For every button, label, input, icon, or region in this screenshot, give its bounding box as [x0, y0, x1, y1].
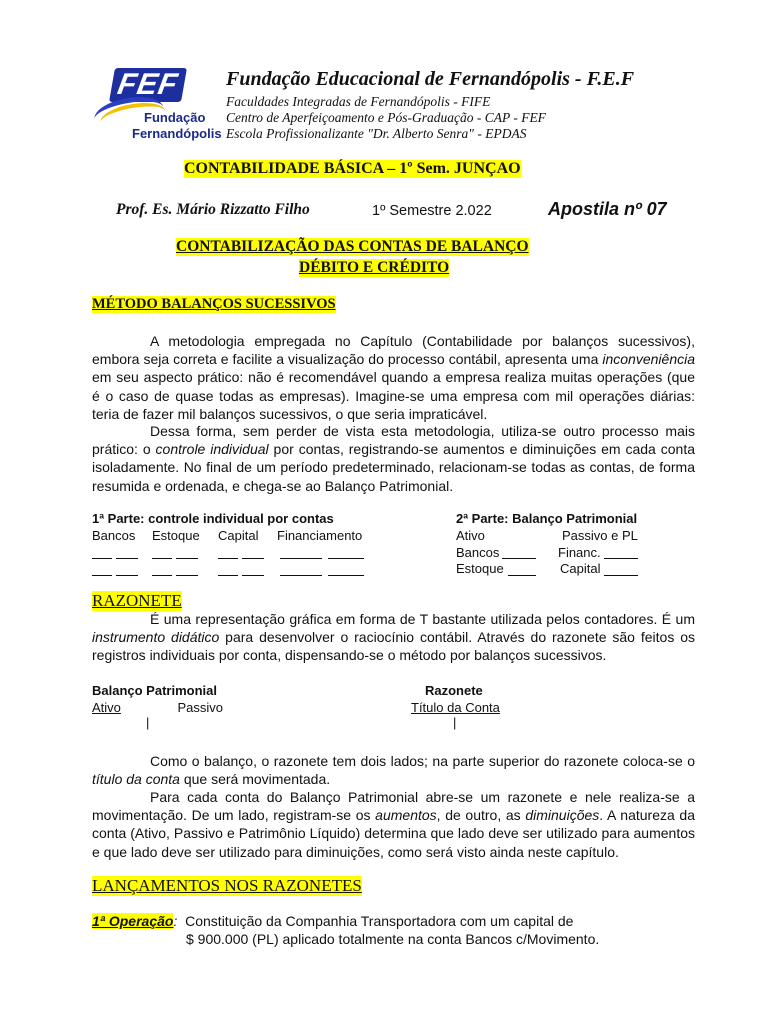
part1-col-financiamento: Financiamento	[277, 528, 363, 543]
text-run-italic: aumentos	[375, 807, 437, 824]
operation-line-2: $ 900.000 (PL) aplicado totalmente na conta Bancos c/Movimento.	[186, 931, 600, 947]
text-run: Dessa forma, sem perder de vista esta metodologia, utiliza-se outro processo mais prático: o	[92, 423, 695, 458]
logo-text-fundacao: Fundação	[144, 110, 206, 125]
section-title-balancos: MÉTODO BALANÇOS SUCESSIVOS	[92, 296, 336, 312]
text-run: . A natureza da conta (Ativo, Passivo e Patrimônio Líquido) determina que lado deve ser utilizado para aumentos e que lado deve ser utilizado para diminuições, como será visto ainda neste capítulo.	[92, 807, 695, 860]
semester-label: 1º Semestre 2.022	[372, 203, 492, 219]
operation-colon: :	[173, 913, 178, 929]
text-run: para desenvolver o raciocínio contábil. Através do razonete são feitos os registros individuais por conta, dispensando-se o método por balanços sucessivos.	[92, 629, 695, 664]
tdiagram-balanco-header	[92, 700, 223, 715]
professor-name: Prof. Es. Mário Rizzatto Filho	[116, 201, 310, 218]
part1-col-bancos: Bancos	[92, 528, 136, 543]
text-run: Como o balanço, o razonete tem dois lados; na parte superior do razonete coloca-se o	[150, 753, 695, 769]
part1-col-estoque: Estoque	[152, 528, 200, 543]
text-run-italic: título da conta	[92, 771, 180, 788]
part2-row-capital: Capital	[560, 561, 601, 576]
main-title-line-2: DÉBITO E CRÉDITO	[299, 259, 450, 276]
part2-blank-financ	[604, 558, 638, 559]
part2-row-estoque: Estoque	[456, 561, 504, 576]
part2-row-bancos: Bancos	[456, 545, 500, 560]
text-run-italic: controle individual	[155, 441, 269, 458]
text-run: por contas, registrando-se aumentos e diminuições em cada conta isoladamente. No final de um período predeterminado, relacionam-se todas as contas, de forma resumida e ordenada, e chega-se ao Balanço Patrimonial.	[92, 441, 695, 494]
part2-blank-bancos	[502, 558, 536, 559]
header-line-3: Escola Profissionalizante "Dr. Alberto Senra" - EPDAS	[226, 126, 527, 141]
text-run: , de outro, as	[436, 807, 526, 824]
apostila-number: Apostila nº 07	[548, 199, 667, 219]
paragraph-cada-conta	[92, 788, 695, 861]
operation-1	[92, 913, 573, 929]
text-run: A metodologia empregada no Capítulo (Contabilidade por balanços sucessivos), embora seja correta e facilite a visualização do processo contábil, apresenta uma	[92, 333, 695, 368]
text-run: que será movimentada.	[179, 771, 331, 788]
operation-line-1: Constituição da Companhia Transportadora com um capital de	[185, 913, 574, 929]
part2-title: 2ª Parte: Balanço Patrimonial	[456, 511, 638, 526]
paragraph-razonete	[92, 610, 695, 665]
tdiagram-ativo: Ativo	[92, 700, 121, 715]
main-title-line-1: CONTABILIZAÇÃO DAS CONTAS DE BALANÇO	[176, 238, 529, 255]
operation-label: 1ª Operação	[92, 913, 174, 929]
text-run-italic: instrumento didático	[92, 629, 220, 646]
paragraph-como-balanco	[92, 752, 695, 788]
part2-col-ativo: Ativo	[456, 528, 485, 543]
text-run-italic: diminuições	[525, 807, 600, 824]
logo-text-fernandopolis: Fernandópolis	[132, 126, 222, 141]
tdiagram-titulo-conta: Título da Conta	[411, 700, 500, 715]
tdiagram-razonete-bar: |	[453, 715, 457, 730]
paragraph-dessa-forma	[92, 422, 695, 495]
part2-row-financ: Financ.	[558, 545, 601, 560]
header-line-2: Centro de Aperfeiçoamento e Pós-Graduação - CAP - FEF	[226, 110, 546, 125]
section-title-lancamentos: LANÇAMENTOS NOS RAZONETES	[92, 876, 362, 895]
tdiagram-passivo: Passivo	[177, 700, 223, 715]
section-title-razonete: RAZONETE	[92, 591, 182, 610]
tdiagram-balanco-bar: |	[146, 715, 150, 730]
tdiagram-razonete-title: Razonete	[425, 683, 483, 698]
logo-fef-mark: FEF	[109, 68, 187, 102]
header-line-1: Faculdades Integradas de Fernandópolis - FIFE	[226, 94, 491, 109]
text-run: Para cada conta do Balanço Patrimonial abre-se um razonete e nele realiza-se a movimentação. De um lado, registram-se os	[92, 789, 695, 824]
part2-col-passivo-pl: Passivo e PL	[562, 528, 638, 543]
paragraph-metodologia	[92, 332, 695, 423]
part2-blank-estoque	[508, 575, 536, 576]
part1-title: 1ª Parte: controle individual por contas	[92, 511, 334, 526]
text-run: É uma representação gráfica em forma de T bastante utilizada pelos contadores. É um	[150, 611, 695, 627]
text-run-italic: inconveniência	[602, 351, 695, 368]
text-run: em seu aspecto prático: não é recomendável quando a empresa realiza muitas operações (que é o caso de quase todas as empresas). Imagine-se uma empresa com mil operações diárias: teria de fazer mil balanços sucessivos, o que seria impraticável.	[92, 369, 695, 422]
institution-logo	[94, 68, 222, 144]
institution-name: Fundação Educacional de Fernandópolis - F.E.F	[226, 68, 635, 90]
course-title: CONTABILIDADE BÁSICA – 1º Sem. JUNÇAO	[184, 160, 521, 177]
part1-col-capital: Capital	[218, 528, 259, 543]
tdiagram-balanco-title: Balanço Patrimonial	[92, 683, 217, 698]
part2-blank-capital	[604, 575, 638, 576]
